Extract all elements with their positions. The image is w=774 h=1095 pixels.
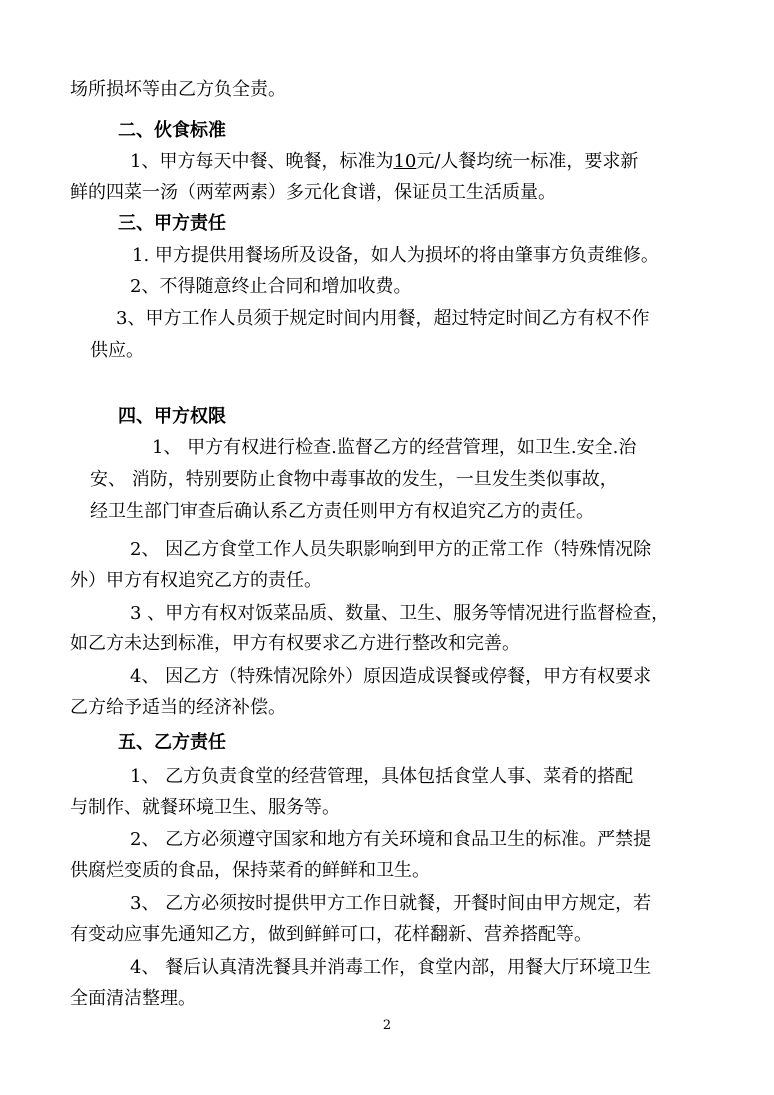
paragraph-line: 1. 甲方提供用餐场所及设备，如人为损坏的将由肇事方负责维修。 — [132, 245, 659, 266]
paragraph-line: 1、 乙方负责食堂的经营管理，具体包括食堂人事、菜肴的搭配 — [130, 766, 634, 787]
paragraph-line: 安、 消防，特别要防止食物中毒事故的发生，一旦发生类似事故， — [90, 469, 618, 490]
paragraph-line: 全面清洁整理。 — [70, 988, 196, 1009]
paragraph-line: 2、 因乙方食堂工作人员失职影响到甲方的正常工作（特殊情况除 — [130, 539, 652, 560]
text-segment: 1、甲方每天中餐、晚餐，标准为 — [130, 151, 394, 172]
paragraph-line: 场所损坏等由乙方负全责。 — [70, 79, 286, 100]
paragraph-line — [130, 150, 638, 174]
paragraph-line: 有变动应事先通知乙方，做到鲜鲜可口，花样翻新、营养搭配等。 — [70, 924, 592, 945]
paragraph-line: 1、 甲方有权进行检查.监督乙方的经营管理，如卫生.安全.治 — [152, 437, 637, 458]
meal-price-amount: 10 — [393, 151, 417, 172]
paragraph-line: 供腐烂变质的食品，保持菜肴的鲜鲜和卫生。 — [70, 860, 430, 881]
paragraph-line: 乙方给予适当的经济补偿。 — [70, 697, 286, 718]
paragraph-line: 供应。 — [90, 340, 144, 361]
section-heading-party-b-responsibility: 五、乙方责任 — [118, 732, 226, 753]
paragraph-line: 鲜的四菜一汤（两荤两素）多元化食谱，保证员工生活质量。 — [70, 182, 556, 203]
paragraph-line: 如乙方未达到标准，甲方有权要求乙方进行整改和完善。 — [70, 633, 520, 654]
paragraph-line: 3、 乙方必须按时提供甲方工作日就餐，开餐时间由甲方规定，若 — [130, 893, 652, 914]
paragraph-line: 外）甲方有权追究乙方的责任。 — [70, 570, 322, 591]
paragraph-line: 2、 乙方必须遵守国家和地方有关环境和食品卫生的标准。严禁提 — [130, 829, 652, 850]
section-heading-meal-standard: 二、伙食标准 — [118, 120, 226, 141]
paragraph-line: 4、 因乙方（特殊情况除外）原因造成误餐或停餐，甲方有权要求 — [130, 666, 652, 687]
paragraph-line: 4、 餐后认真清洗餐具并消毒工作，食堂内部，用餐大厅环境卫生 — [130, 957, 652, 978]
paragraph-line: 与制作、就餐环境卫生、服务等。 — [70, 797, 340, 818]
paragraph-line: 3、甲方工作人员须于规定时间内用餐，超过特定时间乙方有权不作 — [116, 308, 650, 329]
paragraph-line: 2、不得随意终止合同和增加收费。 — [130, 276, 412, 297]
paragraph-line: 3 、甲方有权对饭菜品质、数量、卫生、服务等情况进行监督检查， — [130, 603, 670, 624]
paragraph-line: 经卫生部门审查后确认系乙方责任则甲方有权追究乙方的责任。 — [90, 501, 594, 522]
text-segment: 元/人餐均统一标准，要求新 — [416, 151, 639, 172]
section-heading-party-a-responsibility: 三、甲方责任 — [118, 213, 226, 234]
page-number: 2 — [382, 1018, 392, 1033]
section-heading-party-a-authority: 四、甲方权限 — [118, 406, 226, 427]
